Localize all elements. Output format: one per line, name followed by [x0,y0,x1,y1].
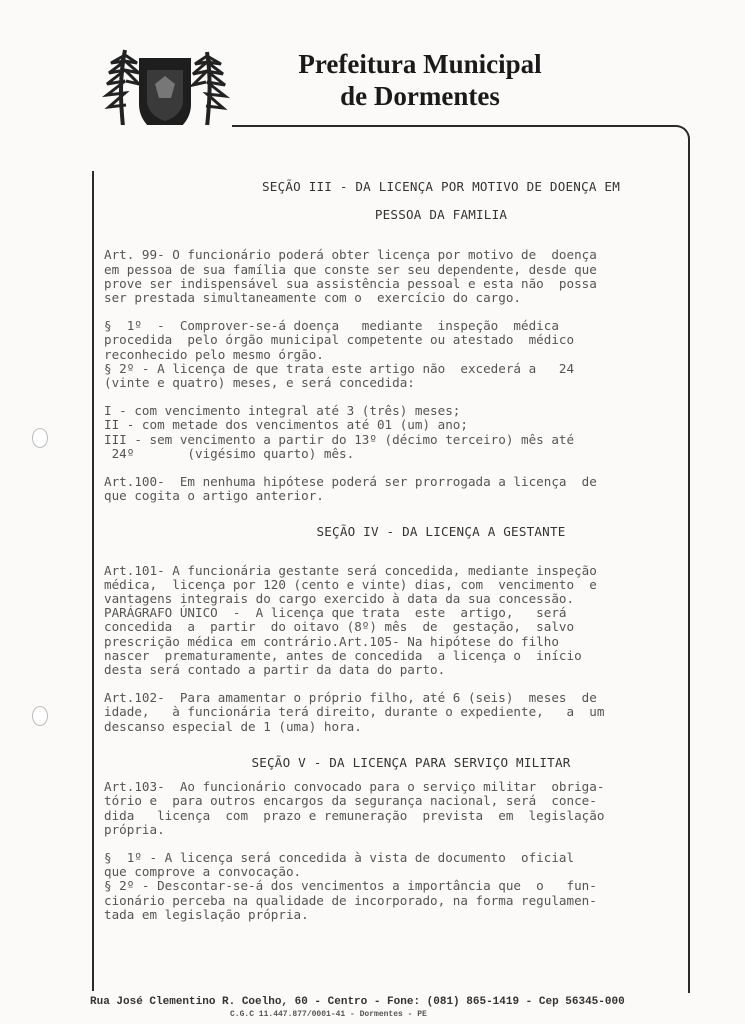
article-102: Art.102- Para amamentar o próprio filho, até 6 (seis) meses de idade, à funcionária terá direito, durante o expediente, a um descanso especial de 1 (uma) hora. [104,690,605,734]
article-101: Art.101- A funcionária gestante será concedida, mediante inspeção médica, licença por 120 (cento e vinte) dias, com vencimento e vantagens integrais do cargo exercido à data da sua concessão. PARÁGRAFO ÚNICO - A licença que trata este artigo, será concedida a partir do oitavo (8º) mês de gestação, salvo prescrição médica em contrário.Art.105- Na hipótese do filho nascer prematuramente, antes de concedida a licença o início desta será contado a partir da data do parto. [104,562,597,678]
page-title [240,48,600,112]
footer-address: Rua José Clementino R. Coelho, 60 - Centro - Fone: (081) 865-1419 - Cep 56345-000 [90,996,625,1008]
document-body [104,180,688,922]
title-line-2: de Dormentes [340,81,500,111]
article-103: Art.103- Ao funcionário convocado para o serviço militar obriga- tório e para outros encargos da segurança nacional, será conce- dida licença com prazo e remuneração prevista em legislação própria. [104,779,605,837]
article-100: Art.100- Em nenhuma hipótese poderá ser prorrogada a licença de que cogita o artigo anterior. [104,474,597,504]
section-heading-line2: PESSOA DA FAMILIA [374,207,508,223]
article-99-paragraphs: § 1º - Comprover-se-á doença mediante inspeção médica procedida pelo órgão municipal competente ou atestado médico reconhecido pelo mesmo órgão. § 2º - A licença de que trata este artigo não excederá a 24 (vinte e quatro) meses, e será concedida: [104,318,575,391]
title-line-1: Prefeitura Municipal [298,49,542,79]
article-99: Art. 99- O funcionário poderá obter licença por motivo de doença em pessoa de sua família que conste ser seu dependente, desde que prove ser indispensável sua assistência pessoal e esta não possa ser prestada simultaneamente com o exercício do cargo. [104,247,597,306]
section-heading: SEÇÃO III - DA LICENÇA POR MOTIVO DE DOENÇA EM [262,179,620,194]
section-heading: SEÇÃO V - DA LICENÇA PARA SERVIÇO MILITAR [251,754,571,770]
article-103-paragraphs: § 1º - A licença será concedida à vista de documento oficial que comprove a convocação. § 2º - Descontar-se-á dos vencimentos a importância que o fun- cionário perceba na qualidade de incorporado, na forma regulamen- tada em legislação própria. [104,849,597,922]
document-frame-left [92,170,94,991]
binder-hole [32,706,48,726]
footer-cgc: C.G.C 11.447.877/0001-41 - Dormentes - PE [230,1010,427,1019]
article-99-items: I - com vencimento integral até 3 (três) meses; II - com metade dos vencimentos até 01 (um) ano; III - sem vencimento a partir do 13º (décimo terceiro) mês até 24º (vigésimo quarto) mês. [104,403,575,461]
binder-hole [32,428,48,448]
section-heading: SEÇÃO IV - DA LICENÇA A GESTANTE [316,524,566,540]
